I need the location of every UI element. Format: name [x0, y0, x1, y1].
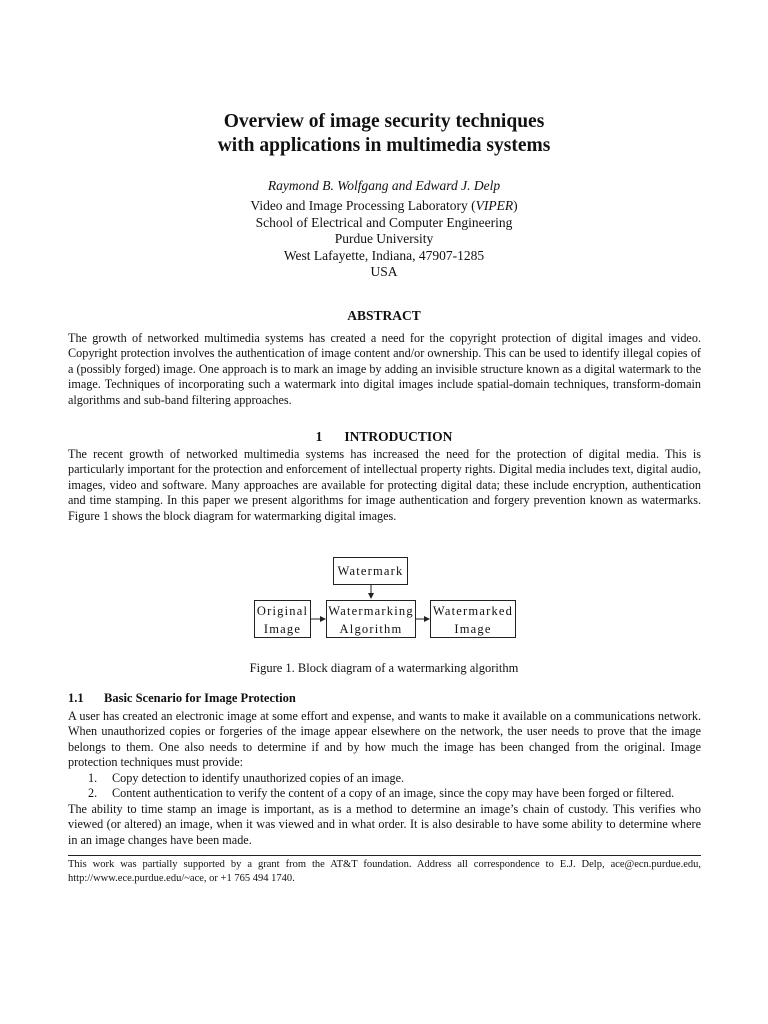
- algorithm-label-line-1: Watermarking: [328, 604, 414, 618]
- title-line-2: with applications in multimedia systems: [217, 135, 551, 156]
- lab-name: Video and Image Processing Laboratory (: [250, 198, 476, 213]
- figure-caption: Figure 1. Block diagram of a watermarking algorithm: [249, 661, 519, 675]
- watermarked-label-line-1: Watermarked: [432, 604, 514, 618]
- section-1-number: 1: [315, 429, 323, 444]
- affiliation-school: School of Electrical and Computer Engineering: [255, 214, 513, 230]
- section-1-1-number: 1.1: [68, 691, 84, 705]
- list-item-number: 2.: [88, 786, 98, 801]
- watermark-label: Watermark: [337, 564, 404, 578]
- original-label-line-1: Original: [256, 604, 309, 618]
- author-list: Raymond B. Wolfgang and Edward J. Delp: [267, 178, 501, 193]
- section-1-1-heading: [68, 690, 296, 706]
- affiliation-country: USA: [370, 264, 398, 279]
- chain-of-custody-text: The ability to time stamp an image is important, as is a method to determine an image’s chain of custody. This verifies who viewed (or altered) an image, when it was viewed and in what order. It is also desirable to have some ability to determine where in an image changes have been made.: [68, 802, 701, 847]
- algorithm-label-line-2: Algorithm: [339, 622, 403, 636]
- footnote-rule: [68, 855, 701, 856]
- affiliation-city: West Lafayette, Indiana, 47907-1285: [283, 247, 485, 263]
- abstract-text: The growth of networked multimedia systems has created a need for the copyright protection of digital images and video. Copyright protection involves the authentication of image content and/or ownership. This can be used to identify illegal copies of a (possibly forged) image. One approach is to mark an image by adding an invisible structure known as a digital watermark to the image. Techniques of incorporating such a watermark into digital images include spatial-domain techniques, transform-domain algorithms and sub-band filtering approaches.: [68, 331, 701, 407]
- footnote: This work was partially supported by a grant from the AT&T foundation. Address all correspondence to E.J. Delp, ace@ecn.purdue.edu, http://www.ece.purdue.edu/~ace, or +1 765 494 1740.: [68, 859, 701, 884]
- list-item-number: 1.: [88, 771, 98, 785]
- introduction-text: The recent growth of networked multimedia systems has increased the need for the protection of digital media. This is particularly important for the protection and enforcement of intellectual property rights. Digital media includes text, digital audio, images, video and software. Many approaches are available for protecting digital data; these include encryption, authentication and time stamping. In this paper we present algorithms for image authentication and forgery prevention known as watermarks. Figure 1 shows the block diagram for watermarking digital images.: [68, 447, 701, 523]
- scenario-text: A user has created an electronic image at some effort and expense, and wants to make it available on a communications network. When unauthorized copies or forgeries of the image appear elsewhere on the network, the user needs to prove that the image belongs to them. One also needs to determine if and by how much the image has been changed from the original. Image protection techniques must provide:: [68, 709, 701, 770]
- section-1-1-title: Basic Scenario for Image Protection: [104, 691, 296, 705]
- list-item-text: Content authentication to verify the content of a copy of an image, since the copy may have been forged or filtered.: [112, 786, 675, 801]
- lab-suffix: ): [513, 198, 518, 213]
- watermarking-algorithm-box: [326, 600, 416, 638]
- title-line-1: Overview of image security techniques: [223, 111, 545, 132]
- watermarked-image-box: [430, 600, 516, 638]
- lab-acronym: VIPER: [475, 198, 514, 213]
- section-1-title: INTRODUCTION: [344, 429, 453, 444]
- original-label-line-2: Image: [263, 622, 302, 636]
- requirements-list: [68, 771, 701, 802]
- abstract-heading: ABSTRACT: [347, 308, 421, 323]
- original-image-box: [254, 600, 311, 638]
- watermark-box: [333, 557, 408, 585]
- affiliation-university: Purdue University: [334, 231, 434, 246]
- list-item: [68, 786, 701, 801]
- list-item-text: Copy detection to identify unauthorized copies of an image.: [112, 771, 405, 785]
- watermarked-label-line-2: Image: [454, 622, 492, 636]
- list-item: [68, 771, 701, 786]
